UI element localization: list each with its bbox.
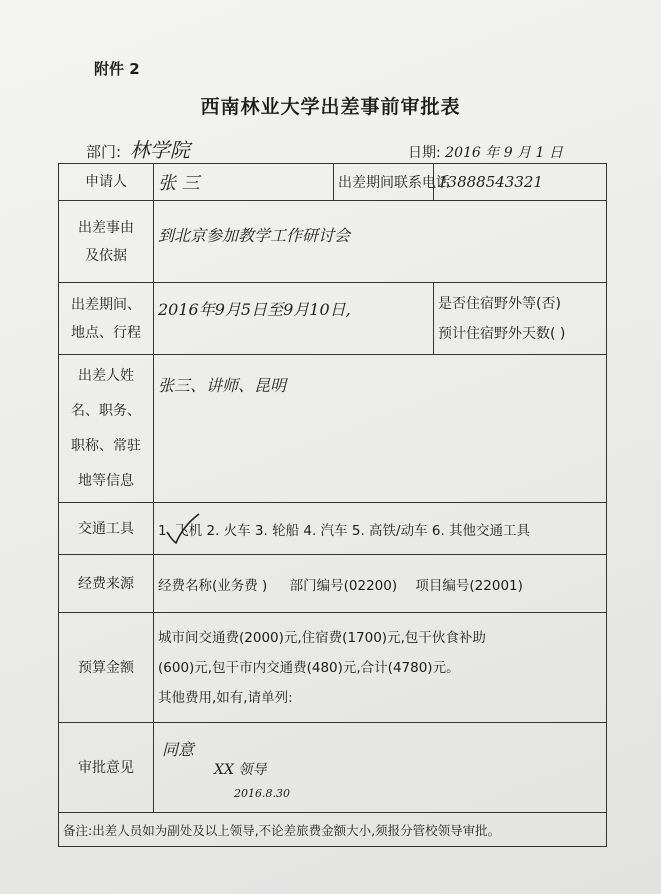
outdoor-days-text: 预计住宿野外天数( ) [438, 325, 566, 342]
phone-value: 13888543321 [434, 164, 607, 201]
reason-label-line2: 及依据 [85, 247, 127, 264]
approval-date: 2016.8.30 [234, 786, 290, 800]
applicant-label: 申请人 [59, 164, 154, 201]
transport-label: 交通工具 [59, 503, 154, 555]
personnel-value: 张三、讲师、昆明 [154, 355, 607, 503]
approval-form-table [58, 163, 607, 847]
fund-name: 经费名称(业务费 ) [158, 577, 268, 594]
funding-cell [154, 555, 607, 613]
date-label: 日期: [408, 145, 441, 161]
note-text: 备注:出差人员如为副处及以上领导,不论差旅费金额大小,须报分管校领导审批。 [59, 813, 607, 847]
phone-label: 出差期间联系电话 [334, 164, 434, 201]
date-line [408, 142, 563, 162]
budget-label: 预算金额 [59, 613, 154, 723]
row-period [59, 283, 607, 355]
funding-label: 经费来源 [59, 555, 154, 613]
budget-line3: 其他费用,如有,请单列: [158, 689, 293, 706]
row-funding [59, 555, 607, 613]
period-value: 2016年9月5日至9月10日, [154, 283, 434, 355]
row-approval [59, 723, 607, 813]
row-note [59, 813, 607, 847]
budget-line2: (600)元,包干市内交通费(480)元,合计(4780)元。 [158, 659, 460, 676]
budget-line1: 城市间交通费(2000)元,住宿费(1700)元,包干伙食补助 [158, 629, 486, 646]
checkmark-icon [163, 512, 203, 546]
date-value: 2016 年 9 月 1 日 [445, 145, 563, 161]
period-outdoor-cell [434, 283, 607, 355]
approval-cell [154, 723, 607, 813]
transport-options: 1. 飞机 2. 火车 3. 轮船 4. 汽车 5. 高铁/动车 6. 其他交通工具 [154, 503, 607, 555]
row-applicant [59, 164, 607, 201]
department-label: 部门: [86, 143, 122, 161]
applicant-value: 张 三 [154, 164, 334, 201]
attachment-label: 附件 2 [94, 60, 140, 78]
reason-label [59, 201, 154, 283]
approval-label: 审批意见 [59, 723, 154, 813]
budget-cell [154, 613, 607, 723]
personnel-label: 出差人姓名、职务、职称、常驻地等信息 [59, 355, 154, 503]
approval-handwriting [154, 731, 606, 805]
row-budget [59, 613, 607, 723]
row-personnel [59, 355, 607, 503]
row-transport [59, 503, 607, 555]
project-code: 项目编号(22001) [415, 577, 523, 594]
period-label: 出差期间、地点、行程 [59, 283, 154, 355]
form-title: 西南林业大学出差事前审批表 [200, 96, 461, 118]
approval-signer: XX 领导 [214, 761, 267, 778]
dept-code: 部门编号(02200) [289, 577, 398, 594]
department-value: 林学院 [129, 138, 190, 162]
reason-label-line1: 出差事由 [78, 219, 134, 236]
outdoor-stay-text: 是否住宿野外等(否) [438, 295, 561, 312]
approval-comment: 同意 [162, 739, 195, 759]
reason-value: 到北京参加教学工作研讨会 [154, 201, 607, 283]
department-line [86, 134, 190, 163]
row-reason [59, 201, 607, 283]
